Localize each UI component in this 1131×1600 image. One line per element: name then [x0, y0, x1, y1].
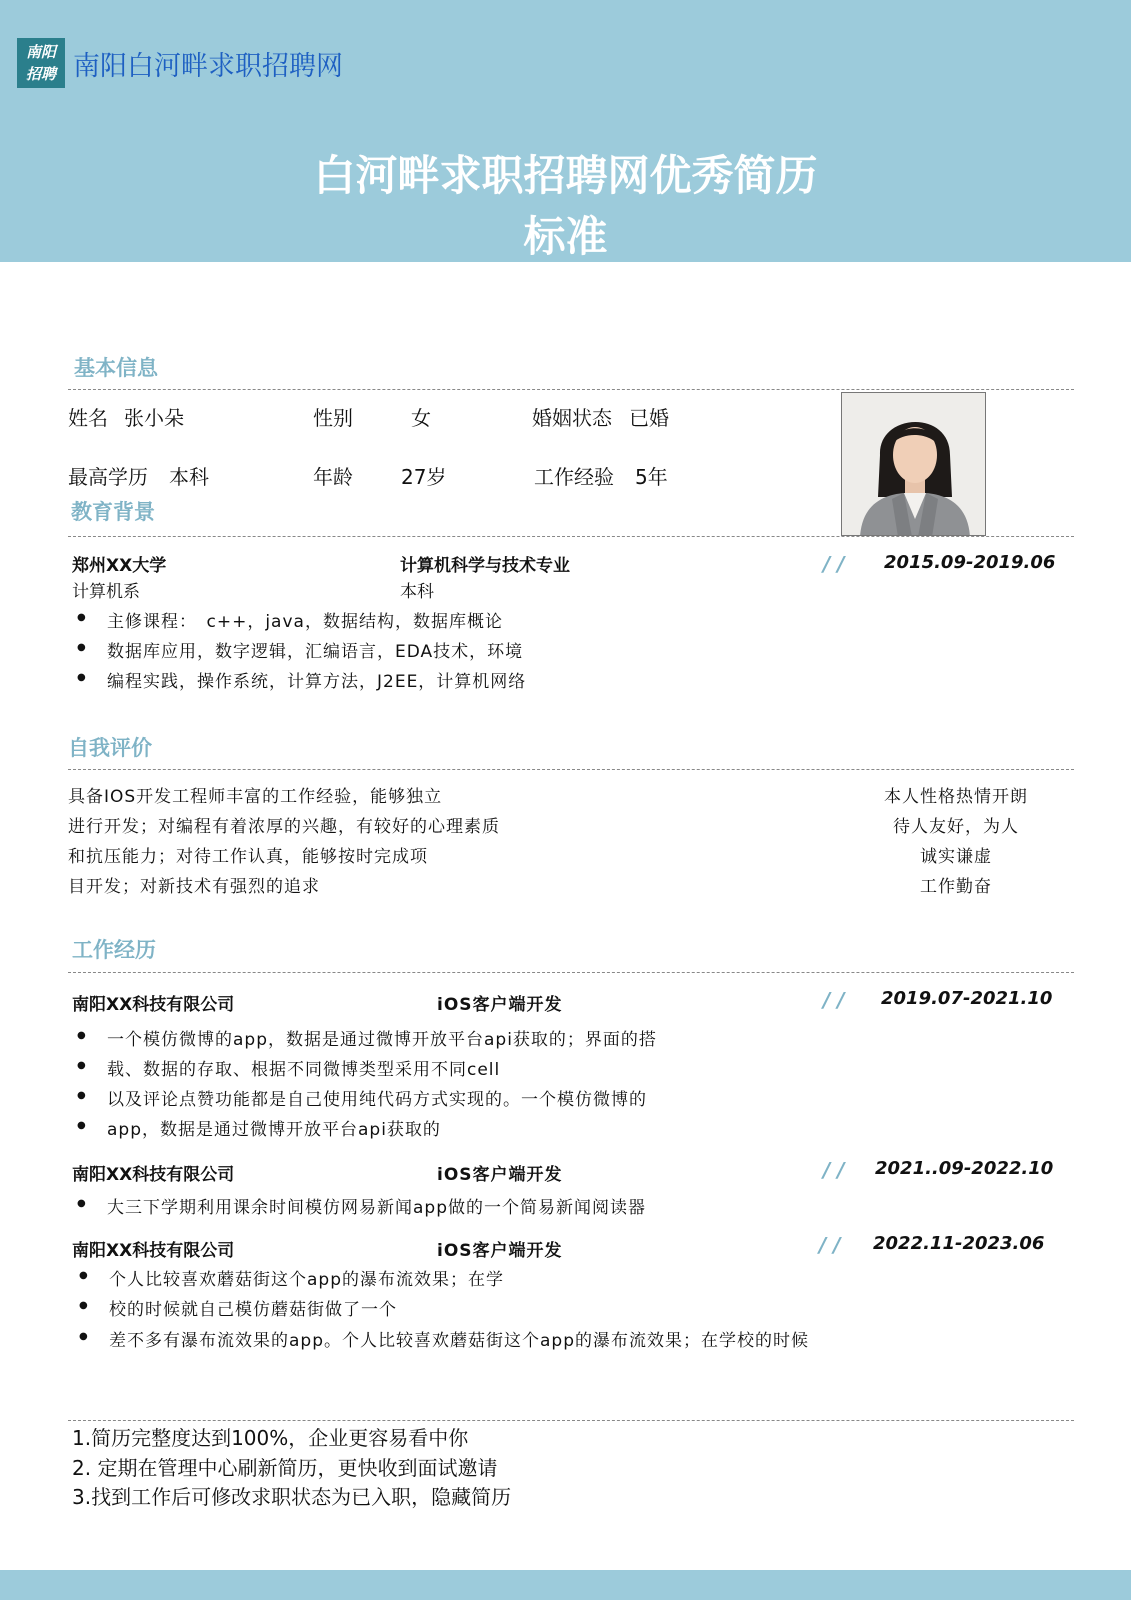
course-item: ● 主修课程： c++，java，数据结构，数据库概论 — [107, 607, 503, 632]
logo-line1: 南阳 — [25, 43, 56, 61]
degree: 本科 — [400, 582, 434, 602]
job-bullet: ● 差不多有瀑布流效果的app。个人比较喜欢蘑菇街这个app的瀑布流效果；在学校的时候 — [109, 1326, 809, 1351]
self-eval-line: 目开发；对新技术有强烈的追求 — [68, 877, 320, 897]
job-bullet: ● 校的时候就自己模仿蘑菇街做了一个 — [109, 1295, 397, 1320]
job-dates: 2022.11-2023.06 — [873, 1233, 1045, 1254]
experience-value: 5年 — [635, 465, 668, 489]
job-bullet: ● 载、数据的存取、根据不同微博类型采用不同cell — [107, 1055, 500, 1080]
tip-item: 3.找到工作后可修改求职状态为已入职，隐藏简历 — [72, 1485, 512, 1509]
divider — [68, 536, 1074, 537]
divider — [68, 972, 1074, 973]
job-role: iOS客户端开发 — [437, 995, 563, 1015]
self-eval-line: 和抗压能力；对待工作认真，能够按时完成项 — [68, 847, 428, 867]
job-bullet: ● 一个模仿微博的app，数据是通过微博开放平台api获取的；界面的搭 — [107, 1025, 657, 1050]
name-label: 姓名 — [68, 406, 108, 430]
major-name: 计算机科学与技术专业 — [400, 556, 570, 576]
tip-item: 1.简历完整度达到100%，企业更容易看中你 — [72, 1426, 469, 1450]
avatar-illustration — [842, 393, 986, 536]
personality-line: 本人性格热情开朗 — [884, 787, 1028, 807]
job-bullet: ● 个人比较喜欢蘑菇街这个app的瀑布流效果；在学 — [109, 1265, 504, 1290]
profile-photo — [841, 392, 986, 536]
date-separator: / / — [819, 1233, 841, 1257]
date-separator: / / — [823, 988, 845, 1012]
section-title-basic: 基本信息 — [74, 356, 158, 380]
job-company: 南阳XX科技有限公司 — [72, 1241, 235, 1261]
page-title-line1: 白河畔求职招聘网优秀简历 — [313, 151, 818, 200]
personality-line: 诚实谦虚 — [920, 847, 992, 867]
personality-line: 待人友好，为人 — [893, 817, 1019, 837]
gender-value: 女 — [411, 406, 431, 430]
job-dates: 2021..09-2022.10 — [875, 1158, 1054, 1179]
job-dates: 2019.07-2021.10 — [881, 988, 1053, 1009]
job-role: iOS客户端开发 — [437, 1165, 563, 1185]
marital-value: 已婚 — [629, 406, 669, 430]
job-bullet: ● app，数据是通过微博开放平台api获取的 — [107, 1115, 441, 1140]
education-value: 本科 — [169, 465, 209, 489]
date-separator: / / — [823, 1158, 845, 1182]
education-label: 最高学历 — [68, 465, 148, 489]
experience-label: 工作经验 — [534, 465, 614, 489]
job-company: 南阳XX科技有限公司 — [72, 1165, 235, 1185]
header-banner — [0, 0, 1131, 262]
divider — [68, 769, 1074, 770]
tip-item: 2. 定期在管理中心刷新简历，更快收到面试邀请 — [72, 1456, 498, 1480]
job-company: 南阳XX科技有限公司 — [72, 995, 235, 1015]
footer-bar — [0, 1570, 1131, 1600]
education-dates: 2015.09-2019.06 — [884, 552, 1056, 573]
date-separator: / / — [823, 552, 845, 576]
marital-label: 婚姻状态 — [532, 406, 612, 430]
section-title-work: 工作经历 — [72, 938, 156, 962]
divider — [68, 1420, 1074, 1421]
site-name[interactable]: 南阳白河畔求职招聘网 — [73, 51, 343, 82]
section-title-self-eval: 自我评价 — [68, 736, 152, 760]
job-bullet: ● 以及评论点赞功能都是自己使用纯代码方式实现的。一个模仿微博的 — [107, 1085, 647, 1110]
gender-label: 性别 — [313, 406, 353, 430]
divider — [68, 389, 1074, 390]
course-item: ● 数据库应用，数字逻辑，汇编语言，EDA技术，环境 — [107, 637, 523, 662]
job-bullet: ● 大三下学期利用课余时间模仿网易新闻app做的一个简易新闻阅读器 — [107, 1193, 646, 1218]
self-eval-line: 进行开发；对编程有着浓厚的兴趣，有较好的心理素质 — [68, 817, 500, 837]
department: 计算机系 — [72, 582, 140, 602]
age-value: 27岁 — [401, 465, 447, 489]
site-logo[interactable] — [17, 38, 65, 88]
logo-line2: 招聘 — [25, 65, 56, 83]
page-title-line2: 标准 — [523, 212, 608, 261]
age-label: 年龄 — [313, 465, 353, 489]
personality-line: 工作勤奋 — [920, 877, 992, 897]
course-item: ● 编程实践，操作系统，计算方法，J2EE，计算机网络 — [107, 667, 526, 692]
self-eval-line: 具备IOS开发工程师丰富的工作经验，能够独立 — [68, 787, 443, 807]
name-value: 张小朵 — [124, 406, 184, 430]
section-title-education: 教育背景 — [71, 500, 155, 524]
school-name: 郑州XX大学 — [72, 556, 167, 576]
job-role: iOS客户端开发 — [437, 1241, 563, 1261]
